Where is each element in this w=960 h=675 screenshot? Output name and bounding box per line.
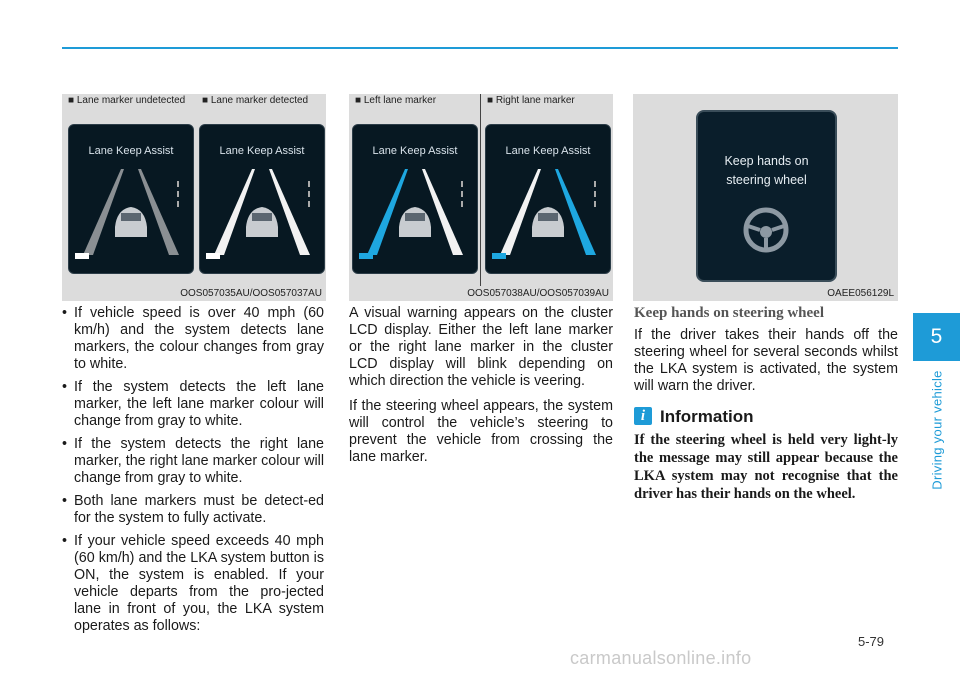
lcd-message-line1: Keep hands on [724,154,809,168]
lcd-title: Lane Keep Assist [219,145,305,157]
info-icon: i [634,407,652,425]
left-lane-marker-blue [367,169,408,255]
figure-code: OOS057038AU/OOS057039AU [467,288,609,299]
label-lane-marker-undetected: ■ Lane marker undetected [68,95,186,106]
figure-lane-markers-detection [62,94,326,301]
figure-caption-row [349,94,613,107]
lka-indicator-icon [492,253,506,259]
figure-code: OAEE056129L [827,288,894,299]
lka-indicator-icon [206,253,220,259]
figure-lane-departure [349,94,613,301]
lane-view-graphic [486,125,610,273]
figure-caption-row [62,94,326,107]
middle-column [349,305,613,474]
label-left-lane-marker: ■ Left lane marker [355,95,437,106]
lka-indicator-icon [75,253,89,259]
section-title: Keep hands on steering wheel [634,305,825,321]
lcd-screen-hands-warning [696,110,837,282]
right-lane-marker-gray [138,169,179,255]
list-item: • If the system detects the left lane marker, the left lane marker colour will change from gray to white. [62,379,324,430]
watermark: carmanualsonline.info [570,648,752,668]
car-icon [246,207,278,237]
left-column [62,305,324,641]
right-lane-marker-white [422,169,463,255]
list-item: • Both lane markers must be detect-ed for the system to fully activate. [62,493,324,527]
left-lane-marker-white [500,169,541,255]
paragraph-hands-off: If the driver takes their hands off the steering wheel for several seconds whilst the LKA system is activated, the system will warn the driver. [634,327,898,394]
steering-wheel-icon [698,112,835,280]
list-item: • If the system detects the right lane marker, the right lane marker colour will change from gray to white. [62,436,324,487]
chapter-number-tab: 5 [913,313,960,361]
list-item: • If vehicle speed is over 40 mph (60 km/h) and the system detects lane markers, the colour changes from gray to white. [62,305,324,373]
lcd-screen-right-departure [485,124,611,274]
information-title: Information [660,406,754,426]
right-lane-marker-white [269,169,310,255]
label-right-lane-marker: ■ Right lane marker [487,95,575,106]
list-item: • If your vehicle speed exceeds 40 mph (60 km/h) and the LKA system button is ON, the system is enabled. If your vehicle departs from the pro-jected lane in front of you, the LKA system operates as follows: [62,533,324,635]
left-lane-marker-gray [83,169,124,255]
lane-view-graphic [200,125,324,273]
car-icon [115,207,147,237]
right-column [634,305,898,503]
header-rule [62,47,898,49]
paragraph-visual-warning: A visual warning appears on the cluster LCD display. Either the left lane marker or the right lane marker in the cluster LCD display will blink depending on which direction the vehicle is veering. [349,305,613,389]
lcd-message-line2: steering wheel [726,173,807,187]
lcd-title: Lane Keep Assist [88,145,174,157]
lcd-screen-undetected [68,124,194,274]
car-icon [532,207,564,237]
right-lane-marker-blue [555,169,596,255]
page-number: 5-79 [858,634,885,649]
lane-marker-bullets [62,305,324,635]
paragraph-steering-control: If the steering wheel appears, the system will control the vehicle’s steering to prevent the vehicle from crossing the lane marker. [349,398,613,465]
left-lane-marker-white [214,169,255,255]
figure-keep-hands-warning [633,94,898,301]
lcd-title: Lane Keep Assist [372,145,458,157]
information-body: If the steering wheel is held very light-ly the message may still appear because the LKA system may not recognise that the driver has their hands on the wheel. [634,432,898,502]
lcd-title: Lane Keep Assist [505,145,591,157]
lcd-screen-left-departure [352,124,478,274]
lka-indicator-icon [359,253,373,259]
label-lane-marker-detected: ■ Lane marker detected [202,95,309,106]
figure-divider [480,94,481,286]
figure-code: OOS057035AU/OOS057037AU [180,288,322,299]
car-icon [399,207,431,237]
information-header [634,407,898,425]
lcd-screen-detected [199,124,325,274]
lane-view-graphic [353,125,477,273]
chapter-label: Driving your vehicle [929,370,945,490]
lane-view-graphic [69,125,193,273]
